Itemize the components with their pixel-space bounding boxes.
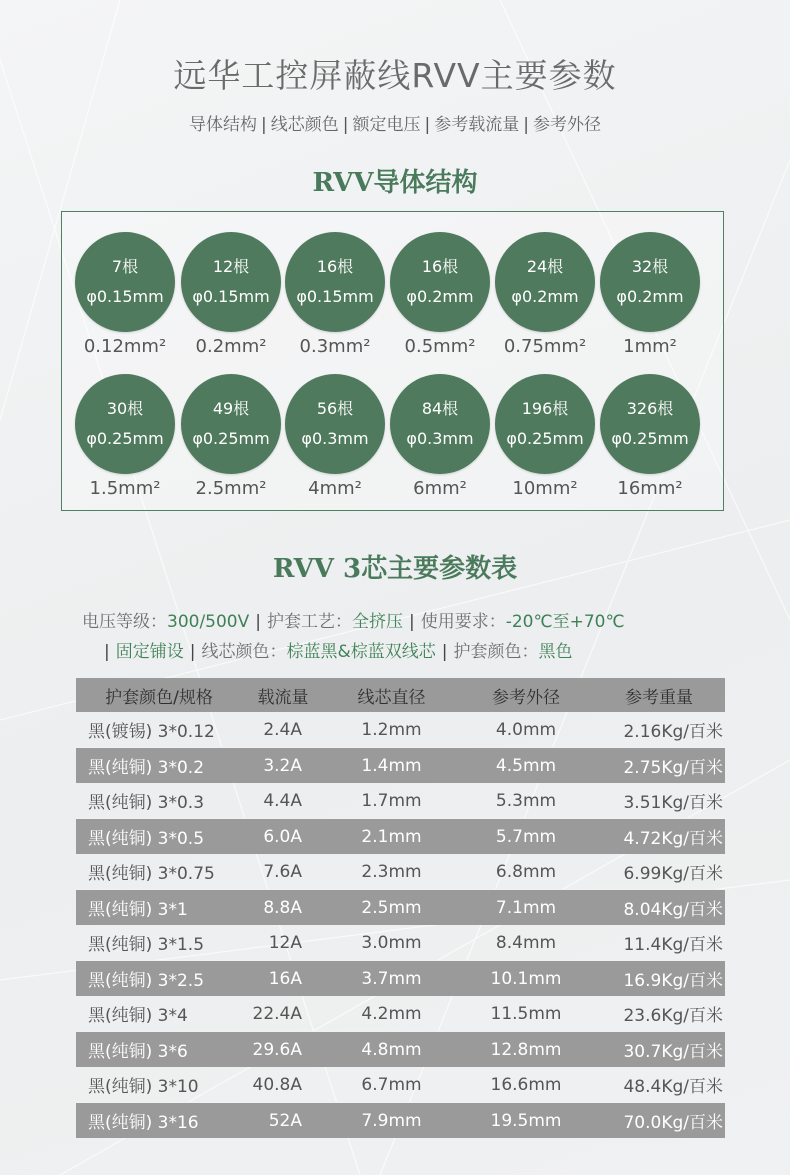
table-header-row — [76, 678, 725, 712]
strand-count: 56根 — [316, 399, 354, 418]
cell-outer-diameter: 11.5mm — [490, 1003, 562, 1024]
cell-current: 12A — [268, 932, 302, 953]
nav-separator: | — [424, 115, 431, 135]
strand-diameter: φ0.15mm — [296, 287, 374, 306]
cell-spec: 黑(纯铜) 3*10 — [88, 1077, 199, 1097]
strand-diameter: φ0.25mm — [86, 429, 164, 448]
strand-count: 24根 — [526, 257, 564, 276]
core-color-label: 线芯颜色： — [201, 642, 287, 662]
cell-outer-diameter: 19.5mm — [459, 1103, 593, 1139]
conductor-item — [599, 232, 701, 357]
cell-spec: 黑(纯铜) 3*0.75 — [88, 864, 215, 884]
strand-diameter: φ0.25mm — [611, 429, 689, 448]
sheath-color-value: 黑色 — [538, 642, 573, 662]
conductor-item — [180, 374, 282, 499]
conductor-item — [494, 232, 596, 357]
conductor-structure-panel — [61, 211, 724, 511]
voltage-label: 电压等级： — [82, 612, 167, 632]
strand-diameter: φ0.15mm — [86, 287, 164, 306]
conductor-item — [74, 374, 176, 499]
cell-spec: 黑(纯铜) 3*2.5 — [76, 961, 242, 997]
cell-core-diameter: 6.7mm — [361, 1074, 422, 1095]
cell-weight: 2.16Kg/百米 — [623, 722, 723, 742]
cell-current: 16A — [242, 961, 324, 997]
table-row — [76, 819, 725, 855]
conductor-circle — [495, 374, 595, 474]
cell-weight: 3.51Kg/百米 — [623, 793, 723, 813]
strand-count: 16根 — [316, 257, 354, 276]
specs-line-2 — [104, 637, 784, 662]
conductor-circle — [600, 232, 700, 332]
strand-diameter: φ0.15mm — [192, 287, 270, 306]
table-row — [76, 1032, 725, 1068]
cell-weight: 4.72Kg/百米 — [593, 819, 725, 855]
cell-current: 2.4A — [263, 719, 302, 740]
cross-section-area: 0.3mm² — [299, 336, 371, 357]
cell-weight: 48.4Kg/百米 — [623, 1077, 723, 1097]
temp-label: 使用要求： — [420, 612, 506, 632]
conductor-circle — [75, 374, 175, 474]
conductor-item — [284, 232, 386, 357]
cell-current: 3.2A — [242, 748, 324, 784]
cross-section-area: 4mm² — [308, 478, 362, 499]
cell-outer-diameter: 4.0mm — [495, 719, 557, 740]
specs-line-1 — [82, 607, 762, 632]
page-title: 远华工控屏蔽线RVV主要参数 — [173, 56, 617, 95]
cell-outer-diameter: 6.8mm — [495, 861, 557, 882]
cell-weight: 2.75Kg/百米 — [593, 748, 725, 784]
nav-item-core-color[interactable]: 线芯颜色 — [270, 115, 339, 135]
strand-diameter: φ0.2mm — [616, 287, 684, 306]
cross-section-area: 6mm² — [413, 478, 467, 499]
cell-outer-diameter: 16.6mm — [490, 1074, 562, 1095]
cell-weight: 11.4Kg/百米 — [623, 935, 723, 955]
cell-spec: 黑(镀锡) 3*0.12 — [88, 722, 215, 742]
cross-section-area: 2.5mm² — [195, 478, 267, 499]
table-row — [76, 996, 725, 1032]
conductor-circle — [181, 232, 281, 332]
parameter-table — [76, 678, 725, 1138]
header-current: 载流量 — [242, 678, 324, 712]
nav-separator: | — [342, 115, 349, 135]
cell-core-diameter: 3.0mm — [361, 932, 422, 953]
conductor-item — [389, 232, 491, 357]
strand-count: 12根 — [212, 257, 250, 276]
cell-current: 4.4A — [263, 790, 302, 811]
nav-separator: | — [523, 115, 529, 135]
strand-count: 32根 — [631, 257, 669, 276]
conductor-circle — [285, 374, 385, 474]
conductor-circle — [495, 232, 595, 332]
strand-diameter: φ0.2mm — [406, 287, 474, 306]
conductor-circle — [600, 374, 700, 474]
nav-separator: | — [261, 115, 267, 135]
cell-outer-diameter: 7.1mm — [459, 890, 593, 926]
cross-section-area: 0.75mm² — [503, 336, 587, 357]
cell-spec: 黑(纯铜) 3*0.2 — [76, 748, 242, 784]
cell-spec: 黑(纯铜) 3*1 — [76, 890, 242, 926]
core-color-value: 棕蓝黑&棕蓝双线芯 — [286, 642, 436, 662]
table-row — [76, 890, 725, 926]
cross-section-area: 0.2mm² — [195, 336, 267, 357]
process-value: 全挤压 — [352, 612, 403, 632]
nav-item-current[interactable]: 参考载流量 — [434, 115, 520, 135]
cell-outer-diameter: 10.1mm — [459, 961, 593, 997]
table-row — [76, 712, 725, 748]
header-spec: 护套颜色/规格 — [76, 678, 242, 712]
conductor-item — [494, 374, 596, 499]
header-weight: 参考重量 — [593, 678, 725, 712]
cross-section-area: 0.12mm² — [83, 336, 167, 357]
conductor-circle — [75, 232, 175, 332]
cell-current: 40.8A — [252, 1074, 302, 1095]
table-row — [76, 854, 725, 890]
conductor-circle — [181, 374, 281, 474]
strand-count: 84根 — [421, 399, 459, 418]
cell-weight: 70.0Kg/百米 — [593, 1103, 725, 1139]
header-outer-diameter: 参考外径 — [459, 678, 593, 712]
cell-spec: 黑(纯铜) 3*4 — [88, 1006, 188, 1026]
process-label: 护套工艺： — [267, 612, 352, 632]
cell-core-diameter: 2.1mm — [324, 819, 459, 855]
cross-section-area: 0.5mm² — [404, 336, 476, 357]
conductor-circle — [390, 374, 490, 474]
install-value: 固定铺设 — [115, 642, 184, 662]
cell-weight: 16.9Kg/百米 — [593, 961, 725, 997]
cell-current: 29.6A — [242, 1032, 324, 1068]
strand-count: 196根 — [521, 399, 569, 418]
spec-separator: | — [189, 642, 196, 662]
cell-current: 7.6A — [263, 861, 302, 882]
cell-core-diameter: 4.8mm — [324, 1032, 459, 1068]
strand-count: 16根 — [421, 257, 459, 276]
conductor-circle — [390, 232, 490, 332]
cell-core-diameter: 1.7mm — [361, 790, 422, 811]
cell-spec: 黑(纯铜) 3*6 — [76, 1032, 242, 1068]
table-row — [76, 1067, 725, 1103]
conductor-circle — [285, 232, 385, 332]
cell-spec: 黑(纯铜) 3*0.5 — [76, 819, 242, 855]
cross-section-area: 16mm² — [617, 478, 683, 499]
cell-weight: 6.99Kg/百米 — [623, 864, 723, 884]
cell-weight: 30.7Kg/百米 — [593, 1032, 725, 1068]
strand-diameter: φ0.3mm — [301, 429, 369, 448]
spec-separator: | — [409, 612, 415, 632]
cell-core-diameter: 3.7mm — [324, 961, 459, 997]
cell-core-diameter: 1.4mm — [324, 748, 459, 784]
cell-weight: 23.6Kg/百米 — [623, 1006, 723, 1026]
header-core-diameter: 线芯直径 — [324, 678, 459, 712]
cell-spec: 黑(纯铜) 3*0.3 — [88, 793, 205, 813]
nav-item-diameter[interactable]: 参考外径 — [532, 115, 601, 135]
spec-separator: | — [104, 642, 110, 662]
nav-item-conductor[interactable]: 导体结构 — [189, 115, 258, 135]
strand-count: 326根 — [626, 399, 674, 418]
temp-value: -20℃至+70℃ — [505, 612, 625, 632]
conductor-item — [389, 374, 491, 499]
cross-section-area: 1.5mm² — [89, 478, 161, 499]
cell-weight: 8.04Kg/百米 — [593, 890, 725, 926]
cell-core-diameter: 2.5mm — [324, 890, 459, 926]
strand-diameter: φ0.25mm — [506, 429, 584, 448]
voltage-value: 300/500V — [167, 612, 250, 632]
conductor-item — [180, 232, 282, 357]
sheath-color-label: 护套颜色： — [453, 642, 539, 662]
table-row — [76, 925, 725, 961]
section-nav — [0, 110, 790, 135]
cell-outer-diameter: 5.7mm — [459, 819, 593, 855]
cell-current: 6.0A — [242, 819, 324, 855]
cell-spec: 黑(纯铜) 3*16 — [76, 1103, 242, 1139]
table-row — [76, 961, 725, 997]
cell-core-diameter: 7.9mm — [324, 1103, 459, 1139]
cell-core-diameter: 1.2mm — [361, 719, 422, 740]
spec-separator: | — [441, 642, 448, 662]
cell-current: 8.8A — [242, 890, 324, 926]
table-row — [76, 748, 725, 784]
conductor-item — [74, 232, 176, 357]
cross-section-area: 10mm² — [512, 478, 578, 499]
conductor-item — [284, 374, 386, 499]
nav-item-voltage[interactable]: 额定电压 — [352, 115, 421, 135]
conductor-item — [599, 374, 701, 499]
conductor-section-title: RVV导体结构 — [312, 168, 478, 198]
strand-count: 7根 — [111, 257, 139, 276]
cell-outer-diameter: 8.4mm — [495, 932, 557, 953]
cell-outer-diameter: 5.3mm — [495, 790, 557, 811]
spec-separator: | — [255, 612, 261, 632]
strand-diameter: φ0.3mm — [406, 429, 474, 448]
strand-count: 30根 — [106, 399, 144, 418]
table-row — [76, 783, 725, 819]
cell-outer-diameter: 4.5mm — [459, 748, 593, 784]
strand-count: 49根 — [212, 399, 250, 418]
strand-diameter: φ0.25mm — [192, 429, 270, 448]
cell-current: 52A — [242, 1103, 324, 1139]
cell-current: 22.4A — [252, 1003, 302, 1024]
cell-outer-diameter: 12.8mm — [459, 1032, 593, 1068]
strand-diameter: φ0.2mm — [511, 287, 579, 306]
cell-core-diameter: 2.3mm — [361, 861, 422, 882]
cell-spec: 黑(纯铜) 3*1.5 — [88, 935, 205, 955]
cell-core-diameter: 4.2mm — [361, 1003, 422, 1024]
cross-section-area: 1mm² — [623, 336, 677, 357]
table-section-title: RVV 3芯主要参数表 — [272, 554, 518, 584]
table-row — [76, 1103, 725, 1139]
